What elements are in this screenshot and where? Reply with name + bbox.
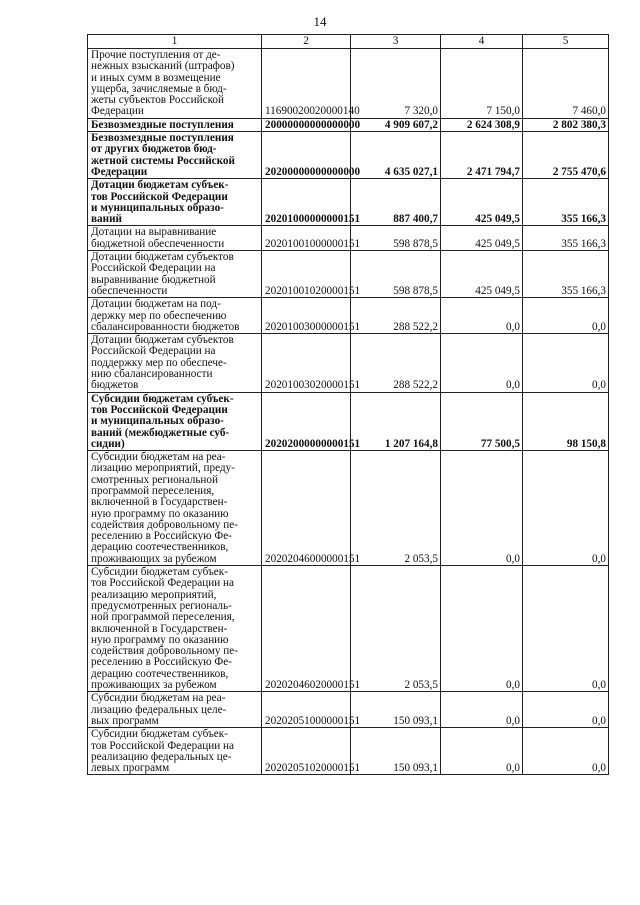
page-number: 14	[313, 14, 327, 29]
amount-col3-cell: 1 207 164,8	[351, 392, 441, 450]
income-code-cell: 20201003020000151	[262, 334, 351, 392]
income-name-cell: Прочие поступления от де- нежных взысканий (штрафов) и иных сумм в возмещение ущерба, зачисляемые в бюд- жеты субъектов Российской Федерации	[88, 49, 262, 119]
column-header-3: 3	[351, 35, 441, 49]
table-row	[88, 566, 609, 692]
amount-col3-cell: 887 400,7	[351, 179, 441, 226]
table-row	[88, 692, 609, 728]
income-code-cell: 20201003000000151	[262, 298, 351, 334]
table-row	[88, 118, 609, 131]
amount-col5-cell: 355 166,3	[523, 179, 609, 226]
income-name-cell: Субсидии бюджетам субъек- тов Российской Федерации на реализацию федеральных це- левых программ	[88, 728, 262, 775]
amount-col5-cell: 98 150,8	[523, 392, 609, 450]
amount-col5-cell: 2 802 380,3	[523, 118, 609, 131]
amount-col4-cell: 425 049,5	[441, 179, 523, 226]
amount-col3-cell: 288 522,2	[351, 298, 441, 334]
amount-col3-cell: 150 093,1	[351, 728, 441, 775]
table-row	[88, 251, 609, 298]
amount-col3-cell: 2 053,5	[351, 451, 441, 566]
income-code-cell: 20202051000000151	[262, 692, 351, 728]
table-row	[88, 392, 609, 450]
income-code-cell: 20000000000000000	[262, 118, 351, 131]
amount-col3-cell: 598 878,5	[351, 251, 441, 298]
amount-col3-cell: 150 093,1	[351, 692, 441, 728]
amount-col3-cell: 2 053,5	[351, 566, 441, 692]
income-code-cell: 20202046000000151	[262, 451, 351, 566]
amount-col4-cell: 0,0	[441, 692, 523, 728]
income-code-cell: 20201001000000151	[262, 226, 351, 251]
amount-col5-cell: 355 166,3	[523, 226, 609, 251]
amount-col5-cell: 0,0	[523, 692, 609, 728]
table-row	[88, 49, 609, 119]
amount-col4-cell: 0,0	[441, 334, 523, 392]
amount-col4-cell: 0,0	[441, 298, 523, 334]
income-name-cell: Дотации бюджетам субъектов Российской Федерации на поддержку мер по обеспече- нию сбалансированности бюджетов	[88, 334, 262, 392]
income-code-cell: 20202051020000151	[262, 728, 351, 775]
income-name-cell: Дотации на выравнивание бюджетной обеспеченности	[88, 226, 262, 251]
amount-col4-cell: 0,0	[441, 728, 523, 775]
amount-col4-cell: 7 150,0	[441, 49, 523, 119]
table-row	[88, 132, 609, 179]
income-code-cell: 20200000000000000	[262, 132, 351, 179]
amount-col5-cell: 2 755 470,6	[523, 132, 609, 179]
income-name-cell: Субсидии бюджетам субъек- тов Российской Федерации и муниципальных образо- ваний (межбюджетные суб- сидии)	[88, 392, 262, 450]
column-header-1: 1	[88, 35, 262, 49]
income-name-cell: Субсидии бюджетам субъек- тов Российской Федерации на реализацию мероприятий, предусмотренных региональ- ной программой переселения, включенной в Государствен- ную программу по оказанию содействия добровольному пе- реселению в Российскую Фе- дерацию соотечественников, проживающих за рубежом	[88, 566, 262, 692]
income-name-cell: Субсидии бюджетам на реа- лизацию федеральных целе- вых программ	[88, 692, 262, 728]
amount-col4-cell: 0,0	[441, 451, 523, 566]
column-header-4: 4	[441, 35, 523, 49]
column-header-2: 2	[262, 35, 351, 49]
income-code-cell: 20201001020000151	[262, 251, 351, 298]
column-number-header-row	[88, 35, 609, 49]
income-code-cell: 20202000000000151	[262, 392, 351, 450]
income-name-cell: Дотации бюджетам субъек- тов Российской Федерации и муниципальных образо- ваний	[88, 179, 262, 226]
amount-col4-cell: 425 049,5	[441, 251, 523, 298]
table-row	[88, 451, 609, 566]
income-code-cell: 20202046020000151	[262, 566, 351, 692]
income-name-cell: Безвозмездные поступления	[88, 118, 262, 131]
amount-col5-cell: 0,0	[523, 298, 609, 334]
amount-col3-cell: 288 522,2	[351, 334, 441, 392]
amount-col3-cell: 7 320,0	[351, 49, 441, 119]
column-header-5: 5	[523, 35, 609, 49]
table-row	[88, 226, 609, 251]
income-code-cell: 20201000000000151	[262, 179, 351, 226]
table-row	[88, 298, 609, 334]
amount-col4-cell: 425 049,5	[441, 226, 523, 251]
income-name-cell: Дотации бюджетам субъектов Российской Федерации на выравнивание бюджетной обеспеченности	[88, 251, 262, 298]
income-name-cell: Безвозмездные поступления от других бюджетов бюд- жетной системы Российской Федерации	[88, 132, 262, 179]
amount-col4-cell: 2 471 794,7	[441, 132, 523, 179]
income-name-cell: Субсидии бюджетам на реа- лизацию мероприятий, преду- смотренных региональной программой переселения, включенной в Государствен- ную программу по оказанию содействия добровольному пе- реселению в Российскую Фе- дерацию соотечественников, проживающих за рубежом	[88, 451, 262, 566]
table-row	[88, 179, 609, 226]
amount-col5-cell: 355 166,3	[523, 251, 609, 298]
amount-col4-cell: 0,0	[441, 566, 523, 692]
amount-col5-cell: 0,0	[523, 728, 609, 775]
amount-col4-cell: 2 624 308,9	[441, 118, 523, 131]
amount-col4-cell: 77 500,5	[441, 392, 523, 450]
income-code-cell: 11690020020000140	[262, 49, 351, 119]
table-row	[88, 728, 609, 775]
amount-col3-cell: 598 878,5	[351, 226, 441, 251]
income-name-cell: Дотации бюджетам на под- держку мер по обеспечению сбалансированности бюджетов	[88, 298, 262, 334]
budget-revenue-table	[87, 34, 609, 775]
amount-col3-cell: 4 909 607,2	[351, 118, 441, 131]
table-row	[88, 334, 609, 392]
table-body	[88, 49, 609, 775]
amount-col5-cell: 0,0	[523, 451, 609, 566]
amount-col5-cell: 7 460,0	[523, 49, 609, 119]
amount-col5-cell: 0,0	[523, 566, 609, 692]
amount-col3-cell: 4 635 027,1	[351, 132, 441, 179]
amount-col5-cell: 0,0	[523, 334, 609, 392]
